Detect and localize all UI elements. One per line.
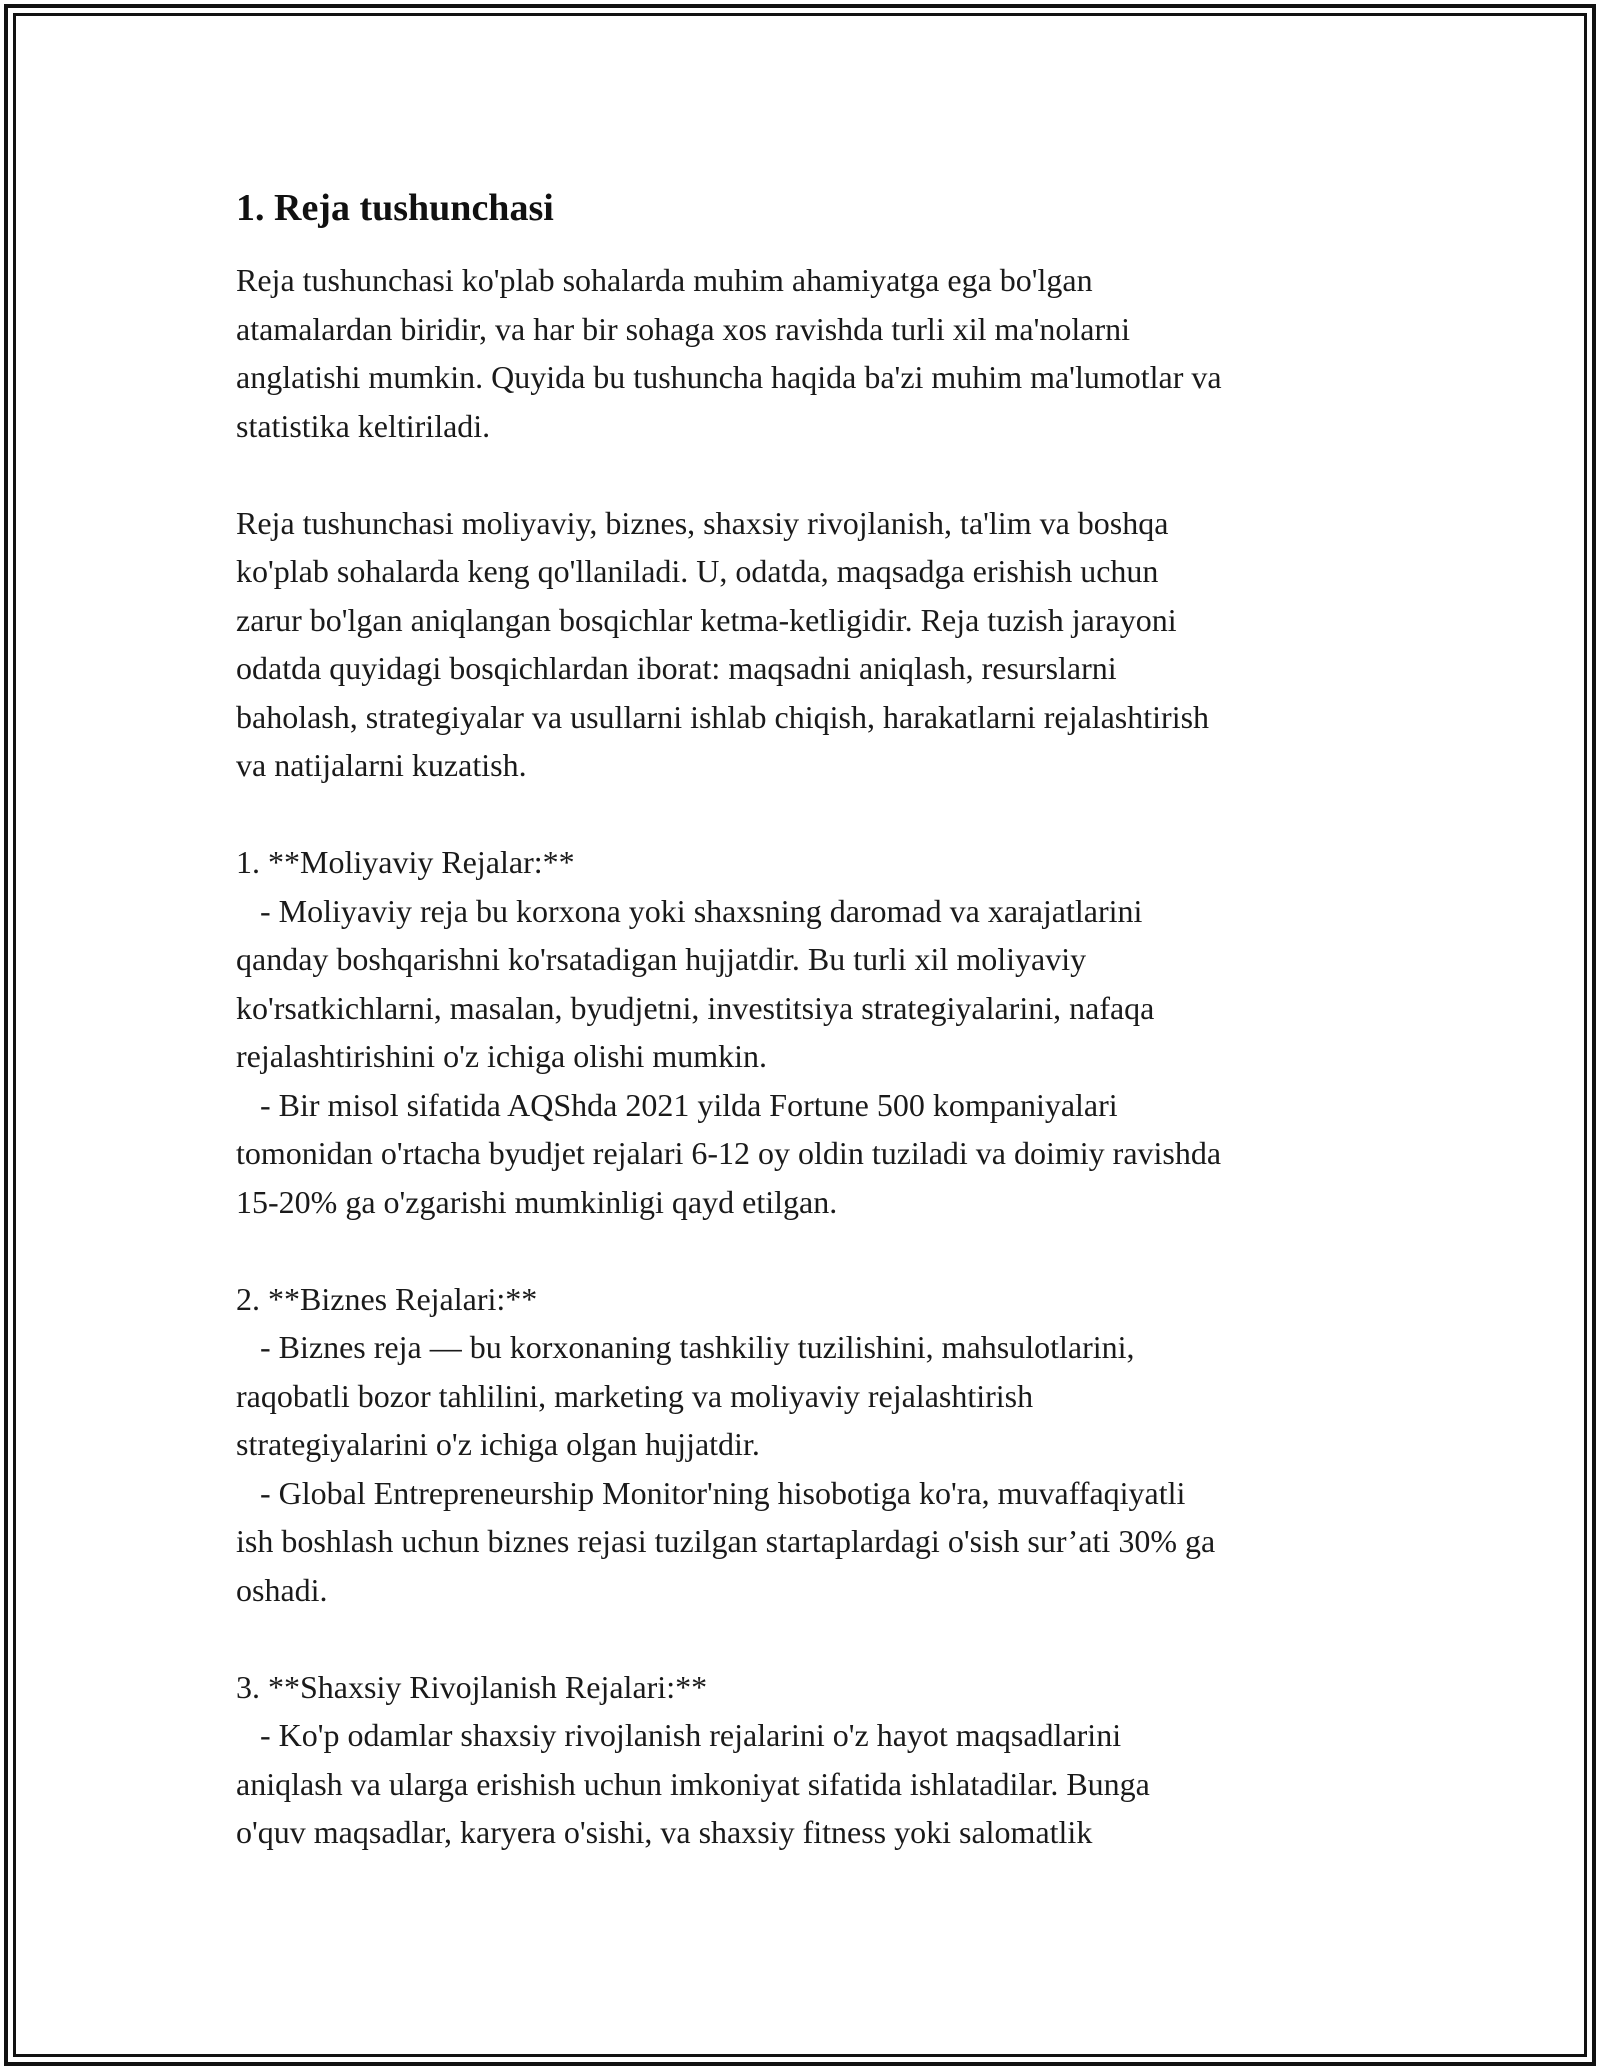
- body-text: Reja tushunchasi ko'plab sohalarda muhim ahamiyatga ega bo'lgan atamalardan biridir, va har bir sohaga xos ravishda turli xil ma'nolarni anglatishi mumkin. Quyida bu tushuncha haqida ba'zi muhim ma'lumotlar va statistika keltiriladi. Reja tushunchasi moliyaviy, biznes, shaxsiy rivojlanish, ta'lim va boshqa ko'plab sohalarda keng qo'llaniladi. U, odatda, maqsadga erishish uchun zarur bo'lgan aniqlangan bosqichlar ketma-ketligidir. Reja tuzish jarayoni odatda quyidagi bosqichlardan iborat: maqsadni aniqlash, resurslarni baholash, strategiyalar va usullarni ishlab chiqish, harakatlarni rejalashtirish va natijalarni kuzatish. 1. **Moliyaviy Rejalar:** - Moliyaviy reja bu korxona yoki shaxsning daromad va xarajatlarini qanday boshqarishni ko'rsatadigan hujjatdir. Bu turli xil moliyaviy ko'rsatkichlarni, masalan, byudjetni, investitsiya strategiyalarini, nafaqa rejalashtirishini o'z ichiga olishi mumkin. - Bir misol sifatida AQShda 2021 yilda Fortune 500 kompaniyalari tomonidan o'rtacha byudjet rejalari 6-12 oy oldin tuziladi va doimiy ravishda 15-20% ga o'zgarishi mumkinligi qayd etilgan. 2. **Biznes Rejalari:** - Biznes reja — bu korxonaning tashkiliy tuzilishini, mahsulotlarini, raqobatli bozor tahlilini, marketing va moliyaviy rejalashtirish strategiyalarini o'z ichiga olgan hujjatdir. - Global Entrepreneurship Monitor'ning hisobotiga ko'ra, muvaffaqiyatli ish boshlash uchun biznes rejasi tuzilgan startaplardagi o'sish sur’ati 30% ga oshadi. 3. **Shaxsiy Rivojlanish Rejalari:** - Ko'p odamlar shaxsiy rivojlanish rejalarini o'z hayot maqsadlarini aniqlash va ularga erishish uchun imkoniyat sifatida ishlatadilar. Bunga o'quv maqsadlar, karyera o'sishi, va shaxsiy fitness yoki salomatlik: [236, 262, 1222, 1850]
- document-content: [236, 184, 1376, 1857]
- section-heading: 1. Reja tushunchasi: [236, 187, 554, 229]
